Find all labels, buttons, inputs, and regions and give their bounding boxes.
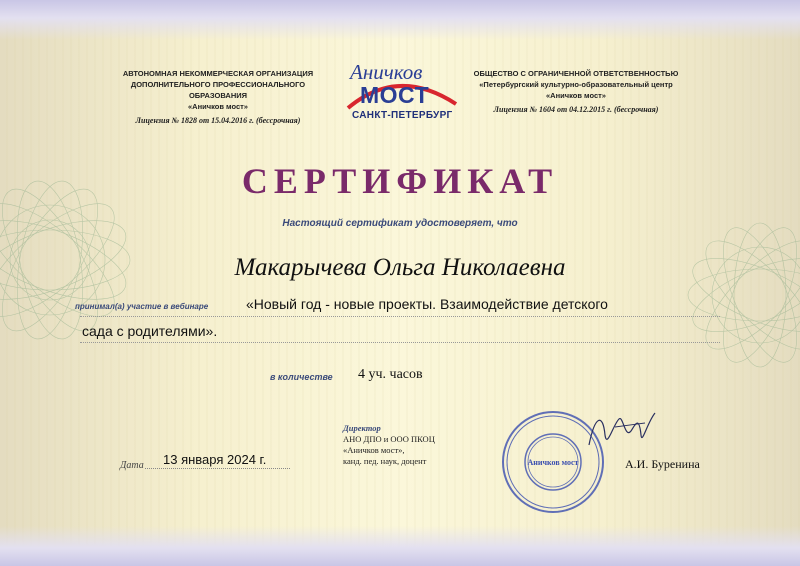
date-label: Дата [120, 460, 144, 471]
quantity-value: 4 уч. часов [358, 367, 423, 382]
org-right-line1: ОБЩЕСТВО С ОГРАНИЧЕННОЙ ОТВЕТСТВЕННОСТЬЮ [473, 69, 679, 78]
certificate-subtitle: Настоящий сертификат удостоверяет, что [282, 218, 518, 229]
logo-top-text: Аничков [350, 60, 423, 84]
topic-underline-1 [80, 316, 720, 317]
logo [338, 62, 462, 130]
director-line1: АНО ДПО и ООО ПКОЦ [343, 434, 435, 444]
webinar-topic-line1: «Новый год - новые проекты. Взаимодействие детского [246, 296, 608, 312]
top-border [0, 0, 800, 40]
bottom-border [0, 526, 800, 566]
webinar-topic-line2: сада с родителями». [82, 323, 218, 339]
guilloche-right-ornament [680, 215, 800, 375]
quantity-label: в количестве [270, 372, 333, 382]
org-left-line3: «Аничков мост» [188, 102, 248, 111]
director-line2: «Аничков мост», [343, 445, 405, 455]
date-underline [145, 468, 290, 469]
org-right-line3: «Аничков мост» [546, 91, 606, 100]
certificate-title: СЕРТИФИКАТ [241, 161, 559, 201]
org-right-line2: «Петербургский культурно-образовательный центр [479, 80, 673, 89]
organization-left [118, 68, 318, 128]
org-right-license: Лицензия № 1604 от 04.12.2015 г. (бессрочная) [493, 105, 659, 114]
director-title: Директор [343, 423, 381, 433]
director-line3: канд. пед. наук, доцент [343, 456, 427, 466]
org-left-license: Лицензия № 1828 от 15.04.2016 г. (бессрочная) [135, 116, 301, 125]
organization-right [470, 68, 682, 117]
org-left-line1: АВТОНОМНАЯ НЕКОММЕРЧЕСКАЯ ОРГАНИЗАЦИЯ [122, 69, 314, 78]
logo-city-text: САНКТ-ПЕТЕРБУРГ [352, 110, 453, 121]
signer-name: А.И. Буренина [625, 457, 700, 471]
stamp-text: Аничков мост [527, 458, 579, 467]
topic-underline-2 [80, 342, 720, 343]
date-value: 13 января 2024 г. [163, 452, 267, 467]
handwritten-signature-icon [585, 405, 665, 455]
recipient-name: Макарычева Ольга Николаевна [234, 254, 566, 281]
logo-middle-text: МОСТ [360, 82, 430, 108]
participation-label: принимал(а) участие в вебинаре [75, 302, 209, 311]
org-left-line2: ДОПОЛНИТЕЛЬНОГО ПРОФЕССИОНАЛЬНОГО ОБРАЗОВАНИЯ [130, 80, 306, 100]
director-block [343, 423, 435, 467]
